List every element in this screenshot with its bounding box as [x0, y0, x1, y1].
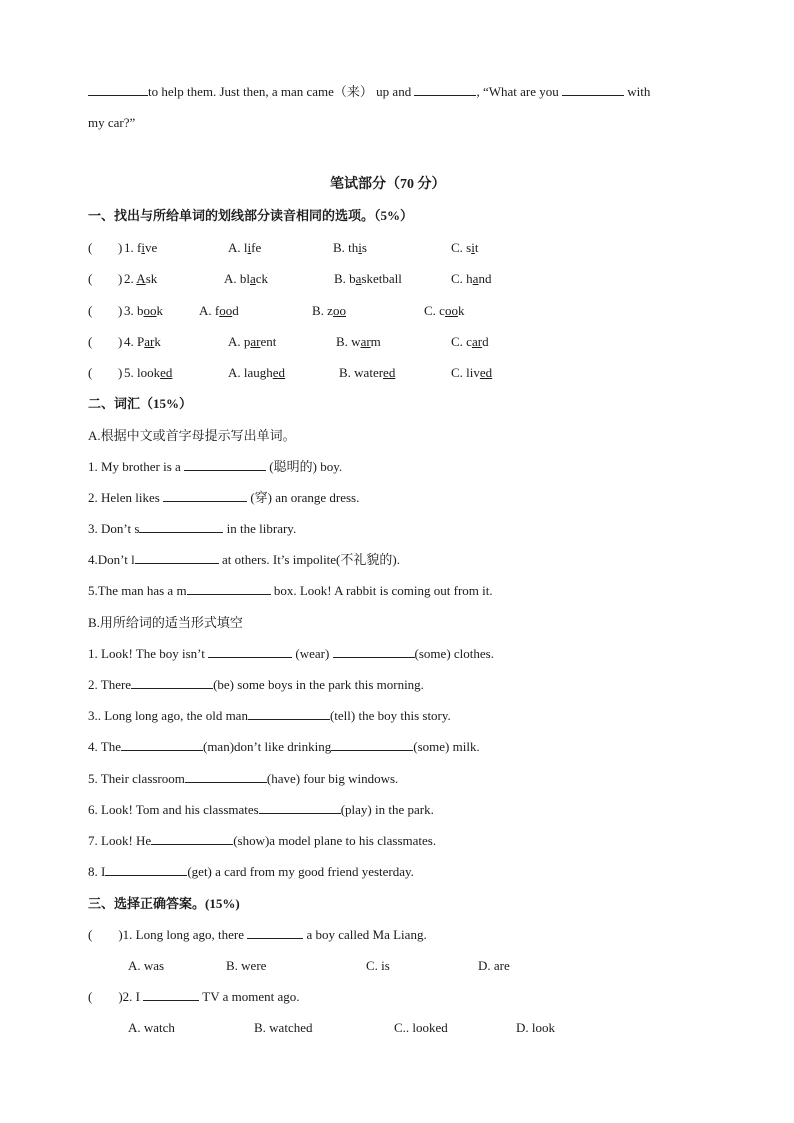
answer-blank[interactable]: [143, 988, 199, 1001]
answer-blank[interactable]: [187, 582, 271, 595]
answer-paren-open: (: [88, 334, 93, 349]
s2-a-item-2: 2. Helen likes (穿) an orange dress.: [88, 490, 360, 505]
answer-paren-open: (: [88, 271, 93, 286]
s2-heading: 二、词汇（15%）: [88, 396, 193, 411]
s2-a-item-4: 4.Don’t l at others. It’s impolite(不礼貌的).: [88, 552, 400, 567]
answer-paren-open: (: [88, 303, 93, 318]
s2-b-item-2: 2. There (be) some boys in the park this morning.: [88, 677, 424, 692]
answer-blank[interactable]: [88, 83, 148, 96]
s2-b-item-3: 3.. Long long ago, the old man (tell) the boy this story.: [88, 708, 451, 723]
option-b[interactable]: B. watered: [339, 365, 396, 380]
s3-q1-option-c[interactable]: C. is: [366, 958, 390, 973]
answer-paren-close[interactable]: ): [118, 240, 123, 255]
s2-b-item-4: 4. The (man)don’t like drinking (some) milk.: [88, 739, 480, 754]
answer-paren-open: (: [88, 240, 93, 255]
item-word: 2. Ask: [124, 271, 158, 286]
option-c[interactable]: C. hand: [451, 271, 492, 286]
item-word: 5. looked: [124, 365, 173, 380]
passage-text: to help them. Just then, a man came（来） up and: [148, 84, 412, 99]
passage-text: , “What are you: [476, 84, 559, 99]
option-b[interactable]: B. this: [333, 240, 367, 255]
s3-q1-option-d[interactable]: D. are: [478, 958, 510, 973]
s3-q2-option-a[interactable]: A. watch: [128, 1020, 175, 1035]
option-c[interactable]: C. cook: [424, 303, 465, 318]
answer-blank[interactable]: [248, 707, 330, 720]
answer-blank[interactable]: [105, 863, 187, 876]
answer-blank[interactable]: [163, 489, 247, 502]
item-word: 1. five: [124, 240, 158, 255]
option-b[interactable]: B. warm: [336, 334, 381, 349]
passage-text: with: [627, 84, 651, 99]
s3-q2-option-d[interactable]: D. look: [516, 1020, 555, 1035]
option-a[interactable]: A. food: [199, 303, 239, 318]
s1-heading: 一、找出与所给单词的划线部分读音相同的选项。（5%）: [88, 208, 414, 223]
s2-b-heading: B.用所给词的适当形式填空: [88, 615, 243, 630]
option-a[interactable]: A. parent: [228, 334, 277, 349]
option-c[interactable]: C. card: [451, 334, 489, 349]
item-word: 4. Park: [124, 334, 161, 349]
answer-blank[interactable]: [184, 458, 266, 471]
s2-a-item-3: 3. Don’t s in the library.: [88, 521, 297, 536]
answer-blank[interactable]: [259, 801, 341, 814]
s3-q1-option-b[interactable]: B. were: [226, 958, 267, 973]
option-b[interactable]: B. zoo: [312, 303, 346, 318]
s3-question-1: ( )1. Long long ago, there a boy called Ma Liang.: [88, 927, 427, 942]
answer-paren-close[interactable]: ): [118, 303, 123, 318]
passage-line-2: my car?”: [88, 115, 136, 130]
answer-blank[interactable]: [151, 832, 233, 845]
s3-q2-option-b[interactable]: B. watched: [254, 1020, 313, 1035]
s2-a-item-1: 1. My brother is a (聪明的) boy.: [88, 459, 343, 474]
answer-paren-close[interactable]: ): [118, 365, 123, 380]
answer-paren-open: (: [88, 365, 93, 380]
answer-paren-close[interactable]: ): [118, 334, 123, 349]
option-a[interactable]: A. black: [224, 271, 269, 286]
s3-q2-option-c[interactable]: C.. looked: [394, 1020, 448, 1035]
answer-paren-close[interactable]: ): [118, 271, 123, 286]
answer-blank[interactable]: [331, 738, 413, 751]
answer-blank[interactable]: [208, 645, 292, 658]
s2-b-item-1: 1. Look! The boy isn’t (wear) (some) clothes.: [88, 646, 494, 661]
s2-b-item-7: 7. Look! He (show)a model plane to his classmates.: [88, 833, 437, 848]
passage-line-1: [88, 83, 650, 101]
item-word: 3. book: [124, 303, 163, 318]
answer-blank[interactable]: [333, 645, 415, 658]
s2-a-item-5: 5.The man has a m box. Look! A rabbit is coming out from it.: [88, 583, 493, 598]
s2-a-heading: A.根据中文或首字母提示写出单词。: [88, 428, 296, 443]
answer-blank[interactable]: [131, 676, 213, 689]
answer-blank[interactable]: [135, 551, 219, 564]
s2-b-item-6: 6. Look! Tom and his classmates (play) in the park.: [88, 802, 434, 817]
option-a[interactable]: A. life: [228, 240, 262, 255]
answer-blank[interactable]: [247, 926, 303, 939]
s3-q1-option-a[interactable]: A. was: [128, 958, 165, 973]
answer-blank[interactable]: [414, 83, 476, 96]
section-title: 笔试部分（70 分）: [330, 177, 446, 192]
option-b[interactable]: B. basketball: [334, 271, 402, 286]
option-c[interactable]: C. sit: [451, 240, 479, 255]
option-c[interactable]: C. lived: [451, 365, 493, 380]
s2-b-item-8: 8. I (get) a card from my good friend yesterday.: [88, 864, 414, 879]
answer-blank[interactable]: [139, 520, 223, 533]
answer-blank[interactable]: [121, 738, 203, 751]
s3-heading: 三、选择正确答案。(15%): [88, 896, 240, 911]
option-a[interactable]: A. laughed: [228, 365, 286, 380]
answer-blank[interactable]: [562, 83, 624, 96]
answer-blank[interactable]: [185, 770, 267, 783]
s3-question-2: ( )2. I TV a moment ago.: [88, 989, 300, 1004]
s2-b-item-5: 5. Their classroom (have) four big windows.: [88, 771, 399, 786]
